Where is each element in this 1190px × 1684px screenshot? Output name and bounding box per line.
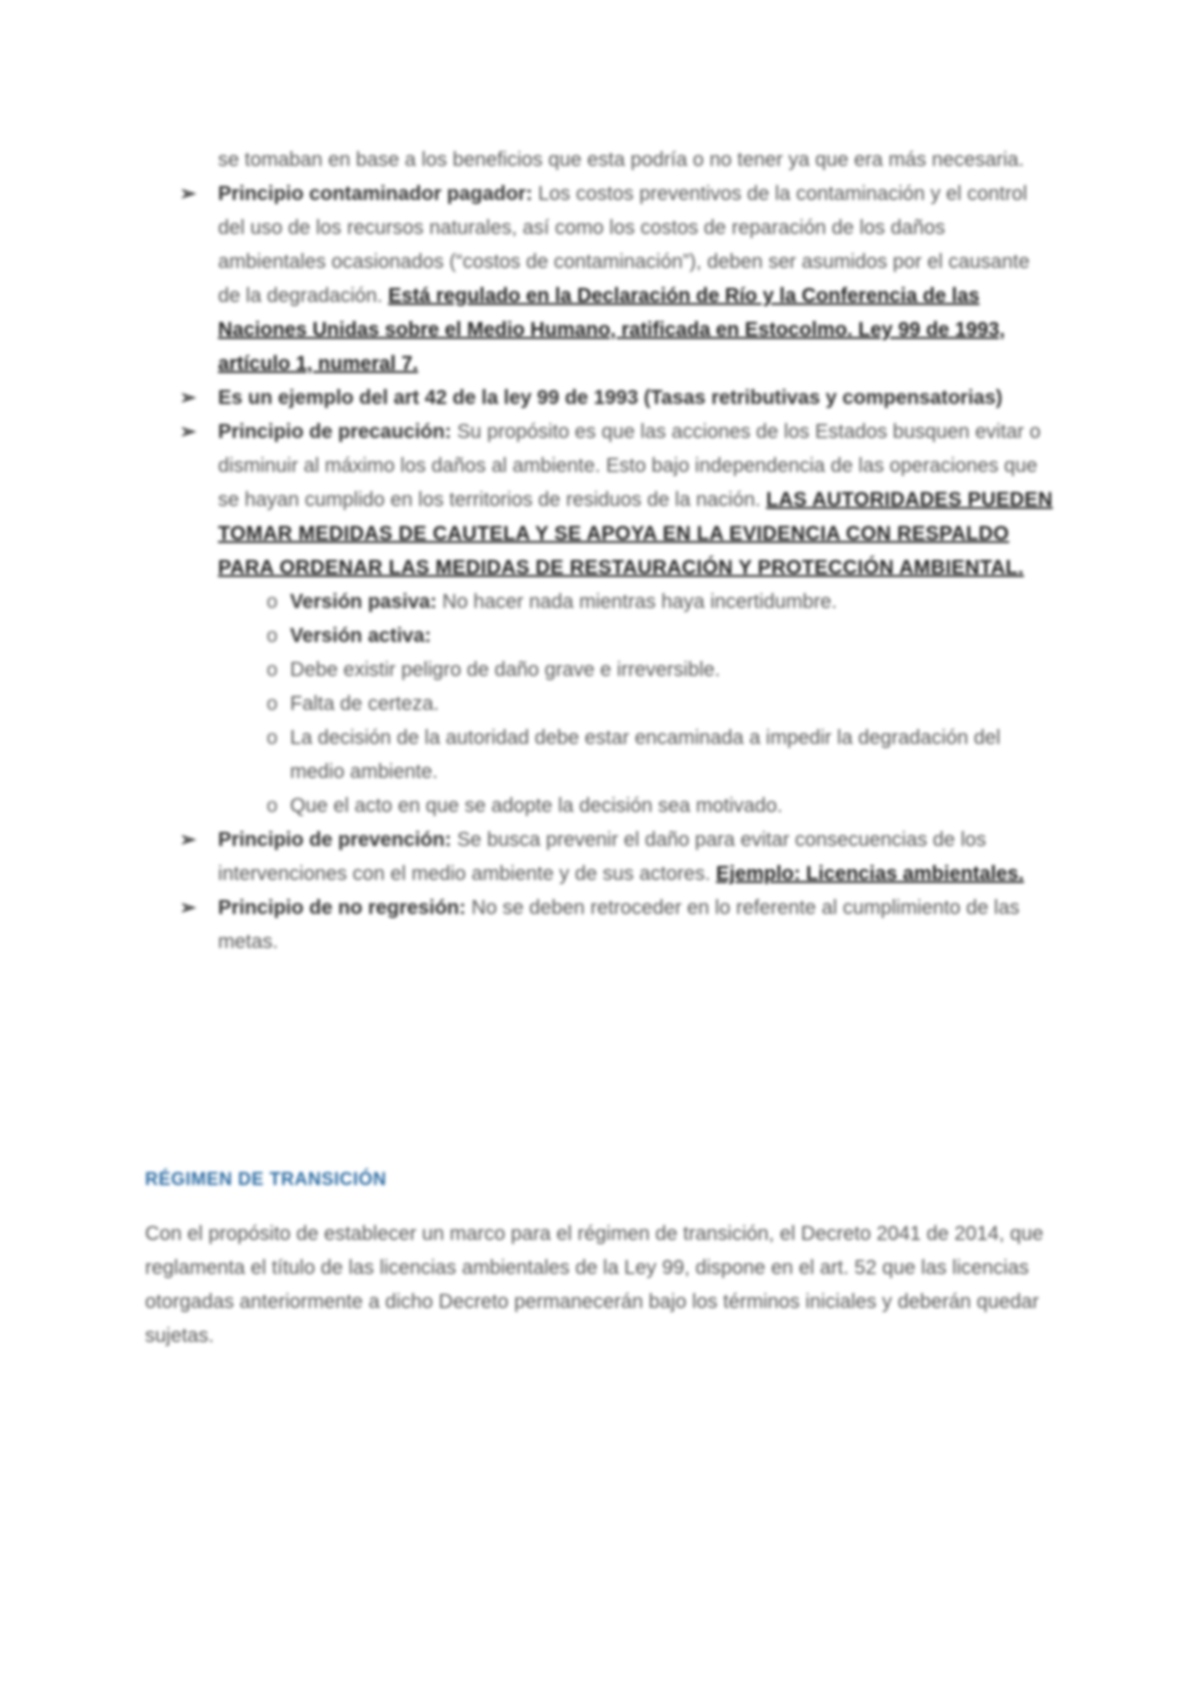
sub-item-text: Debe existir peligro de daño grave e irreversible.	[290, 659, 721, 681]
sub-list-item	[218, 585, 1056, 619]
sub-item-text: Que el acto en que se adopte la decisión sea motivado.	[290, 795, 783, 817]
principle-term: Principio de no regresión:	[218, 897, 466, 919]
list-item-continuation	[176, 143, 1056, 177]
sub-item-text: Falta de certeza.	[290, 693, 439, 715]
sub-list-item	[218, 619, 1056, 653]
sub-list-item	[218, 789, 1056, 823]
principles-list	[176, 143, 1056, 959]
circle-bullet-icon: o	[266, 693, 278, 715]
circle-bullet-icon: o	[266, 591, 278, 613]
list-item-contaminador-pagador	[176, 177, 1056, 381]
section-paragraph: Con el propósito de establecer un marco para el régimen de transición, el Decreto 2041 de 2014, que reglamenta el título de las licencias ambientales de la Ley 99, dispone en el art. 52 que las licencias otorgadas anteriormente a dicho Decreto permanecerán bajo los términos iniciales y deberán quedar sujetas.	[145, 1223, 1044, 1347]
principle-emphasis: Ejemplo: Licencias ambientales.	[716, 863, 1024, 885]
arrow-bullet-icon: ➢	[179, 421, 197, 443]
sub-item-text: La decisión de la autoridad debe estar encaminada a impedir la degradación del medio ambiente.	[290, 727, 1001, 783]
principle-text: No se deben retroceder en lo referente al cumplimiento de las metas.	[218, 897, 1020, 953]
arrow-bullet-icon: ➢	[179, 183, 197, 205]
sub-item-text: No hacer nada mientras haya incertidumbre.	[436, 591, 837, 613]
principle-text: Se busca prevenir el daño para evitar consecuencias de los intervenciones con el medio ambiente y de sus actores.	[218, 829, 987, 885]
sub-list-item	[218, 721, 1056, 789]
section-heading: RÉGIMEN DE TRANSICIÓN	[145, 1169, 387, 1189]
sub-item-term: Versión pasiva:	[290, 591, 437, 613]
arrow-bullet-icon: ➢	[179, 897, 197, 919]
list-item-prevencion	[176, 823, 1056, 891]
principle-term: Principio de prevención:	[218, 829, 452, 851]
circle-bullet-icon: o	[266, 795, 278, 817]
principle-term: Principio contaminador pagador:	[218, 183, 533, 205]
arrow-bullet-icon: ➢	[179, 387, 197, 409]
example-text: Es un ejemplo del art 42 de la ley 99 de 1993 (Tasas retributivas y compensatorias)	[218, 387, 1003, 409]
principle-term: Principio de precaución:	[218, 421, 452, 443]
circle-bullet-icon: o	[266, 727, 278, 749]
principle-text: Su propósito es que las acciones de los Estados busquen evitar o disminuir al máximo los daños al ambiente. Esto bajo independencia de las operaciones que se hayan cumplido en los territorios de residuos de la nación.	[218, 421, 1041, 511]
arrow-bullet-icon: ➢	[179, 829, 197, 851]
principle-text: Los costos preventivos de la contaminación y el control del uso de los recursos naturales, así como los costos de reparación de los daños ambientales ocasionados (“costos de contaminación”), deben ser asumidos por el causante de la degradación.	[218, 183, 1030, 307]
list-item-precaucion	[176, 415, 1056, 823]
principle-emphasis: LAS AUTORIDADES PUEDEN TOMAR MEDIDAS DE CAUTELA Y SE APOYA EN LA EVIDENCIA CON RESPALDO PARA ORDENAR LAS MEDIDAS DE RESTAURACIÓN Y PROTECCIÓN AMBIENTAL.	[218, 489, 1053, 579]
principle-emphasis: Está regulado en la Declaración de Río y la Conferencia de las Naciones Unidas sobre el Medio Humano, ratificada en Estocolmo. Ley 99 de 1993, artículo 1, numeral 7.	[218, 285, 1005, 375]
sub-list-item	[218, 687, 1056, 721]
sub-list-item	[218, 653, 1056, 687]
precaucion-sublist	[218, 585, 1056, 823]
continuation-text: se tomaban en base a los beneficios que esta podría o no tener ya que era más necesaria.	[218, 149, 1025, 171]
list-item-example	[176, 381, 1056, 415]
sub-item-term: Versión activa:	[290, 625, 432, 647]
circle-bullet-icon: o	[266, 659, 278, 681]
list-item-no-regresion	[176, 891, 1056, 959]
circle-bullet-icon: o	[266, 625, 278, 647]
